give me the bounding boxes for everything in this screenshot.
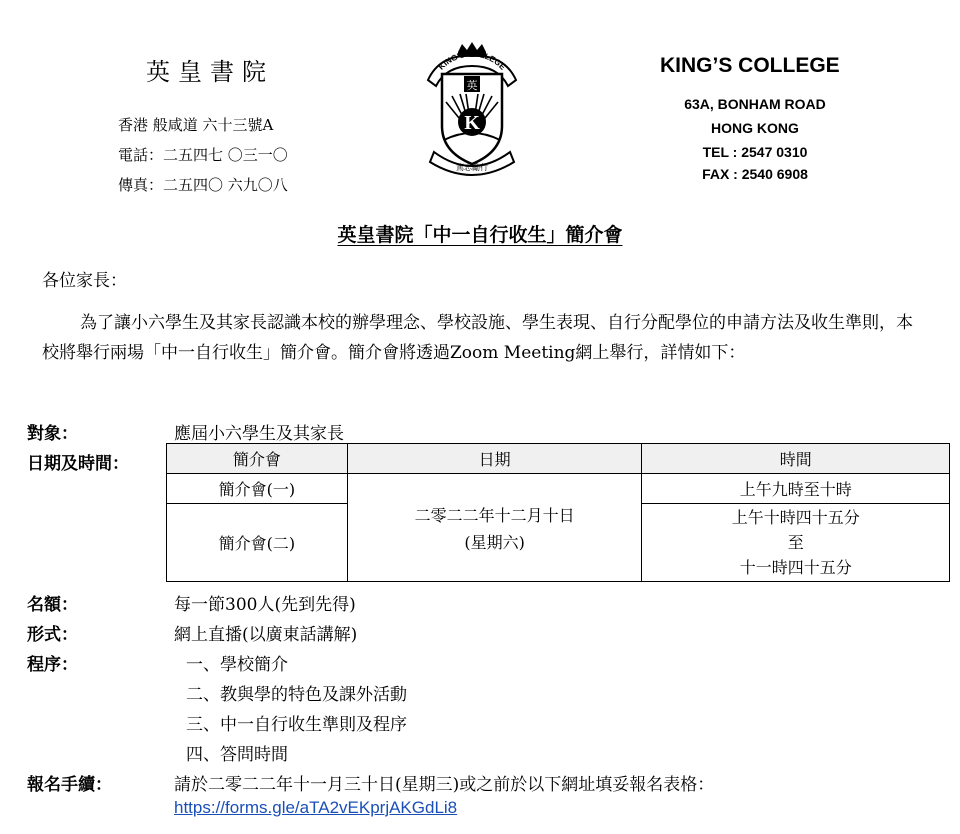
registration-form-link[interactable]: https://forms.gle/aTA2vEKprjAKGdLi8 <box>174 798 458 817</box>
session-2-cell: 簡介會(二) <box>167 504 348 582</box>
programme-item: 四、答問時間 <box>186 745 288 765</box>
weekday-text: (星期六) <box>464 532 525 552</box>
document-title: 英皇書院「中一自行收生」簡介會 <box>337 224 623 246</box>
schedule-table <box>166 443 950 582</box>
date-cell <box>347 474 642 582</box>
crest-banner-text: KING'S COLLEGE <box>436 49 508 72</box>
format-value: 網上直播(以廣東話講解) <box>174 625 358 645</box>
school-tel-english: TEL : 2547 0310 <box>702 144 808 160</box>
school-address-chinese: 香港 般咸道 六十三號A <box>118 116 274 134</box>
time-2-line3: 十一時四十五分 <box>739 558 852 577</box>
programme-label: 程序： <box>27 655 78 675</box>
programme-item: 一、學校簡介 <box>186 655 288 675</box>
salutation: 各位家長： <box>42 271 127 291</box>
school-address-line2: HONG KONG <box>711 120 799 136</box>
schedule-label: 日期及時間： <box>27 454 129 474</box>
registration-instruction: 請於二零二二年十一月三十日(星期三)或之前於以下網址填妥報名表格： <box>174 775 715 795</box>
school-name-chinese: 英皇書院 <box>146 58 274 86</box>
registration-label: 報名手續： <box>27 775 112 795</box>
table-header-date: 日期 <box>347 444 642 474</box>
date-text: 二零二二年十二月十日 <box>414 505 575 525</box>
quota-value: 每一節300人(先到先得) <box>174 595 356 615</box>
quota-label: 名額： <box>27 595 78 615</box>
session-1-cell: 簡介會(一) <box>167 474 348 504</box>
time-2-cell <box>642 504 950 582</box>
school-tel-chinese: 電話：二五四七 〇三一〇 <box>118 146 288 164</box>
target-label: 對象： <box>27 424 78 444</box>
target-value: 應屆小六學生及其家長 <box>174 424 344 444</box>
school-address-line1: 63A, BONHAM ROAD <box>684 96 826 112</box>
school-crest-icon <box>420 40 524 180</box>
svg-text:K: K <box>464 112 480 134</box>
school-fax-chinese: 傳真：二五四〇 六九〇八 <box>118 176 288 194</box>
time-2-line2: 至 <box>787 533 804 552</box>
time-2-line1: 上午十時四十五分 <box>731 508 860 527</box>
time-1-cell: 上午九時至十時 <box>642 474 950 504</box>
intro-paragraph: 為了讓小六學生及其家長認識本校的辦學理念、學校設施、學生表現、自行分配學位的申請方法及收生準則，本校將舉行兩場「中一自行收生」簡介會。簡介會將透過Zoom Meeting網上舉行，詳情如下： <box>42 313 913 363</box>
crest-motto-text: 篤志勵行 <box>456 163 488 172</box>
programme-item: 三、中一自行收生準則及程序 <box>186 715 407 735</box>
table-header-session: 簡介會 <box>167 444 348 474</box>
crest-emblem-text: 英 <box>466 79 478 92</box>
table-header-time: 時間 <box>642 444 950 474</box>
programme-item: 二、教與學的特色及課外活動 <box>186 685 407 705</box>
format-label: 形式： <box>27 625 78 645</box>
school-fax-english: FAX : 2540 6908 <box>702 166 808 182</box>
school-name-english: KING’S COLLEGE <box>660 54 840 77</box>
